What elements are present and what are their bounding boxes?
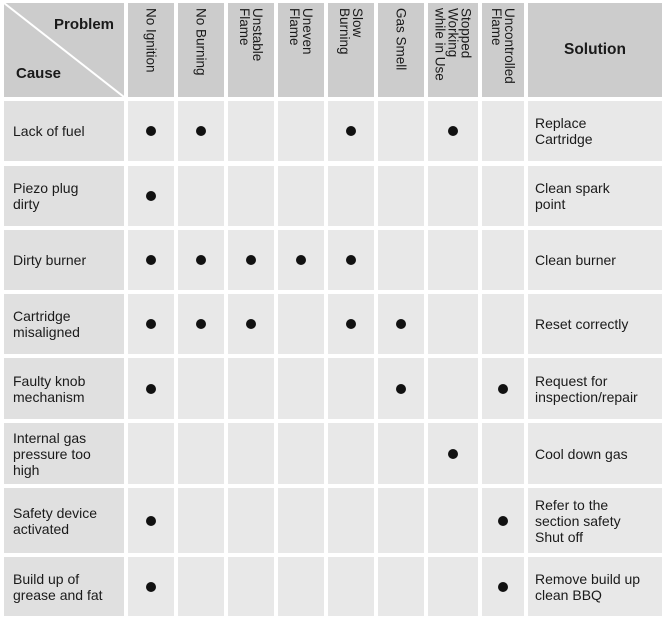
mark-cell	[178, 423, 224, 484]
bullet-dot-icon	[498, 516, 508, 526]
bullet-dot-icon	[396, 319, 406, 329]
bullet-dot-icon	[396, 384, 406, 394]
bullet-dot-icon	[146, 191, 156, 201]
mark-cell	[482, 294, 524, 354]
mark-cell	[328, 294, 374, 354]
solution-cell	[528, 358, 662, 419]
mark-cell	[228, 294, 274, 354]
cause-text: Lack of fuel	[13, 123, 85, 139]
problem-header-label: Unstable Flame	[237, 8, 265, 62]
bullet-dot-icon	[246, 255, 256, 265]
cause-cell	[4, 358, 124, 419]
cause-text: Build up of grease and fat	[13, 570, 103, 603]
mark-cell	[378, 294, 424, 354]
mark-cell	[128, 557, 174, 616]
mark-cell	[278, 557, 324, 616]
bullet-dot-icon	[146, 126, 156, 136]
cause-cell	[4, 166, 124, 226]
bullet-dot-icon	[346, 126, 356, 136]
mark-cell	[378, 230, 424, 290]
mark-cell	[128, 488, 174, 553]
mark-cell	[482, 101, 524, 161]
mark-cell	[228, 358, 274, 419]
bullet-dot-icon	[146, 319, 156, 329]
bullet-dot-icon	[448, 126, 458, 136]
bullet-dot-icon	[498, 582, 508, 592]
mark-cell	[128, 423, 174, 484]
solution-cell	[528, 423, 662, 484]
mark-cell	[378, 557, 424, 616]
solution-text: Clean burner	[535, 252, 616, 268]
bullet-dot-icon	[246, 319, 256, 329]
mark-cell	[178, 358, 224, 419]
problem-header-no-ignition	[128, 3, 174, 97]
cause-cell	[4, 101, 124, 161]
mark-cell	[228, 230, 274, 290]
problem-header-no-burning	[178, 3, 224, 97]
solution-text: Replace Cartridge	[535, 115, 593, 147]
bullet-dot-icon	[296, 255, 306, 265]
problem-header-unstable-flame	[228, 3, 274, 97]
mark-cell	[128, 101, 174, 161]
mark-cell	[428, 230, 478, 290]
bullet-dot-icon	[196, 319, 206, 329]
problem-header-uneven-flame	[278, 3, 324, 97]
mark-cell	[278, 166, 324, 226]
problem-header-gas-smell	[378, 3, 424, 97]
solution-text: Remove build up clean BBQ	[535, 570, 641, 603]
mark-cell	[428, 423, 478, 484]
cause-text: Safety device activated	[13, 504, 98, 537]
problem-header-label: No Ignition	[143, 8, 159, 73]
mark-cell	[328, 101, 374, 161]
solution-cell	[528, 101, 662, 161]
mark-cell	[428, 557, 478, 616]
mark-cell	[178, 294, 224, 354]
problem-header-label: No Burning	[193, 8, 209, 76]
solution-cell	[528, 166, 662, 226]
cause-text: Dirty burner	[13, 252, 87, 268]
mark-cell	[278, 294, 324, 354]
bullet-dot-icon	[196, 126, 206, 136]
problem-header-label: Problem	[53, 16, 114, 33]
problem-header-uncontrolled-flame	[482, 3, 524, 97]
cause-cell	[4, 423, 124, 484]
cause-text: Faulty knob mechanism	[13, 372, 86, 405]
mark-cell	[178, 230, 224, 290]
mark-cell	[178, 488, 224, 553]
cause-cell	[4, 488, 124, 553]
problem-header-label: Slow Burning	[337, 8, 365, 55]
mark-cell	[328, 557, 374, 616]
bullet-dot-icon	[346, 255, 356, 265]
bullet-dot-icon	[146, 516, 156, 526]
mark-cell	[378, 423, 424, 484]
mark-cell	[482, 358, 524, 419]
mark-cell	[228, 423, 274, 484]
bullet-dot-icon	[498, 384, 508, 394]
mark-cell	[428, 488, 478, 553]
bullet-dot-icon	[146, 582, 156, 592]
solution-text: Refer to the section safety Shut off	[535, 496, 621, 545]
mark-cell	[482, 488, 524, 553]
mark-cell	[328, 230, 374, 290]
mark-cell	[378, 166, 424, 226]
mark-cell	[228, 101, 274, 161]
mark-cell	[278, 423, 324, 484]
problem-header-stopped-working	[428, 3, 478, 97]
mark-cell	[278, 488, 324, 553]
mark-cell	[278, 230, 324, 290]
mark-cell	[128, 230, 174, 290]
mark-cell	[378, 358, 424, 419]
bullet-dot-icon	[146, 384, 156, 394]
mark-cell	[378, 488, 424, 553]
bullet-dot-icon	[448, 449, 458, 459]
problem-header-label: Uneven Flame	[287, 8, 315, 55]
mark-cell	[128, 166, 174, 226]
bullet-dot-icon	[346, 319, 356, 329]
corner-header-cell	[4, 3, 124, 97]
mark-cell	[178, 557, 224, 616]
problem-header-label: Gas Smell	[393, 8, 409, 71]
mark-cell	[378, 101, 424, 161]
mark-cell	[328, 358, 374, 419]
mark-cell	[428, 166, 478, 226]
cause-cell	[4, 294, 124, 354]
mark-cell	[428, 101, 478, 161]
solution-header-label: Solution	[564, 41, 626, 58]
mark-cell	[428, 358, 478, 419]
cause-text: Internal gas pressure too high	[13, 429, 91, 478]
solution-text: Cool down gas	[535, 445, 628, 462]
cause-text: Cartridge misaligned	[13, 308, 80, 340]
solution-cell	[528, 488, 662, 553]
cause-cell	[4, 557, 124, 616]
cause-text: Piezo plug dirty	[13, 180, 79, 212]
solution-cell	[528, 294, 662, 354]
mark-cell	[328, 166, 374, 226]
mark-cell	[482, 166, 524, 226]
mark-cell	[482, 557, 524, 616]
mark-cell	[228, 166, 274, 226]
mark-cell	[482, 423, 524, 484]
mark-cell	[128, 358, 174, 419]
solution-cell	[528, 230, 662, 290]
mark-cell	[228, 557, 274, 616]
problem-header-slow-burning	[328, 3, 374, 97]
mark-cell	[178, 101, 224, 161]
mark-cell	[482, 230, 524, 290]
mark-cell	[328, 488, 374, 553]
mark-cell	[178, 166, 224, 226]
cause-cell	[4, 230, 124, 290]
mark-cell	[328, 423, 374, 484]
mark-cell	[278, 101, 324, 161]
mark-cell	[428, 294, 478, 354]
solution-text: Reset correctly	[535, 316, 629, 332]
solution-text: Request for inspection/repair	[535, 372, 638, 405]
problem-header-label: Uncontrolled Flame	[489, 8, 517, 84]
mark-cell	[128, 294, 174, 354]
solution-cell	[528, 557, 662, 616]
solution-text: Clean spark point	[535, 180, 610, 212]
cause-header-label: Cause	[16, 65, 62, 82]
solution-header-cell	[528, 3, 662, 97]
mark-cell	[228, 488, 274, 553]
bullet-dot-icon	[146, 255, 156, 265]
mark-cell	[278, 358, 324, 419]
problem-header-label: Stopped Working while in Use	[432, 8, 474, 81]
bullet-dot-icon	[196, 255, 206, 265]
